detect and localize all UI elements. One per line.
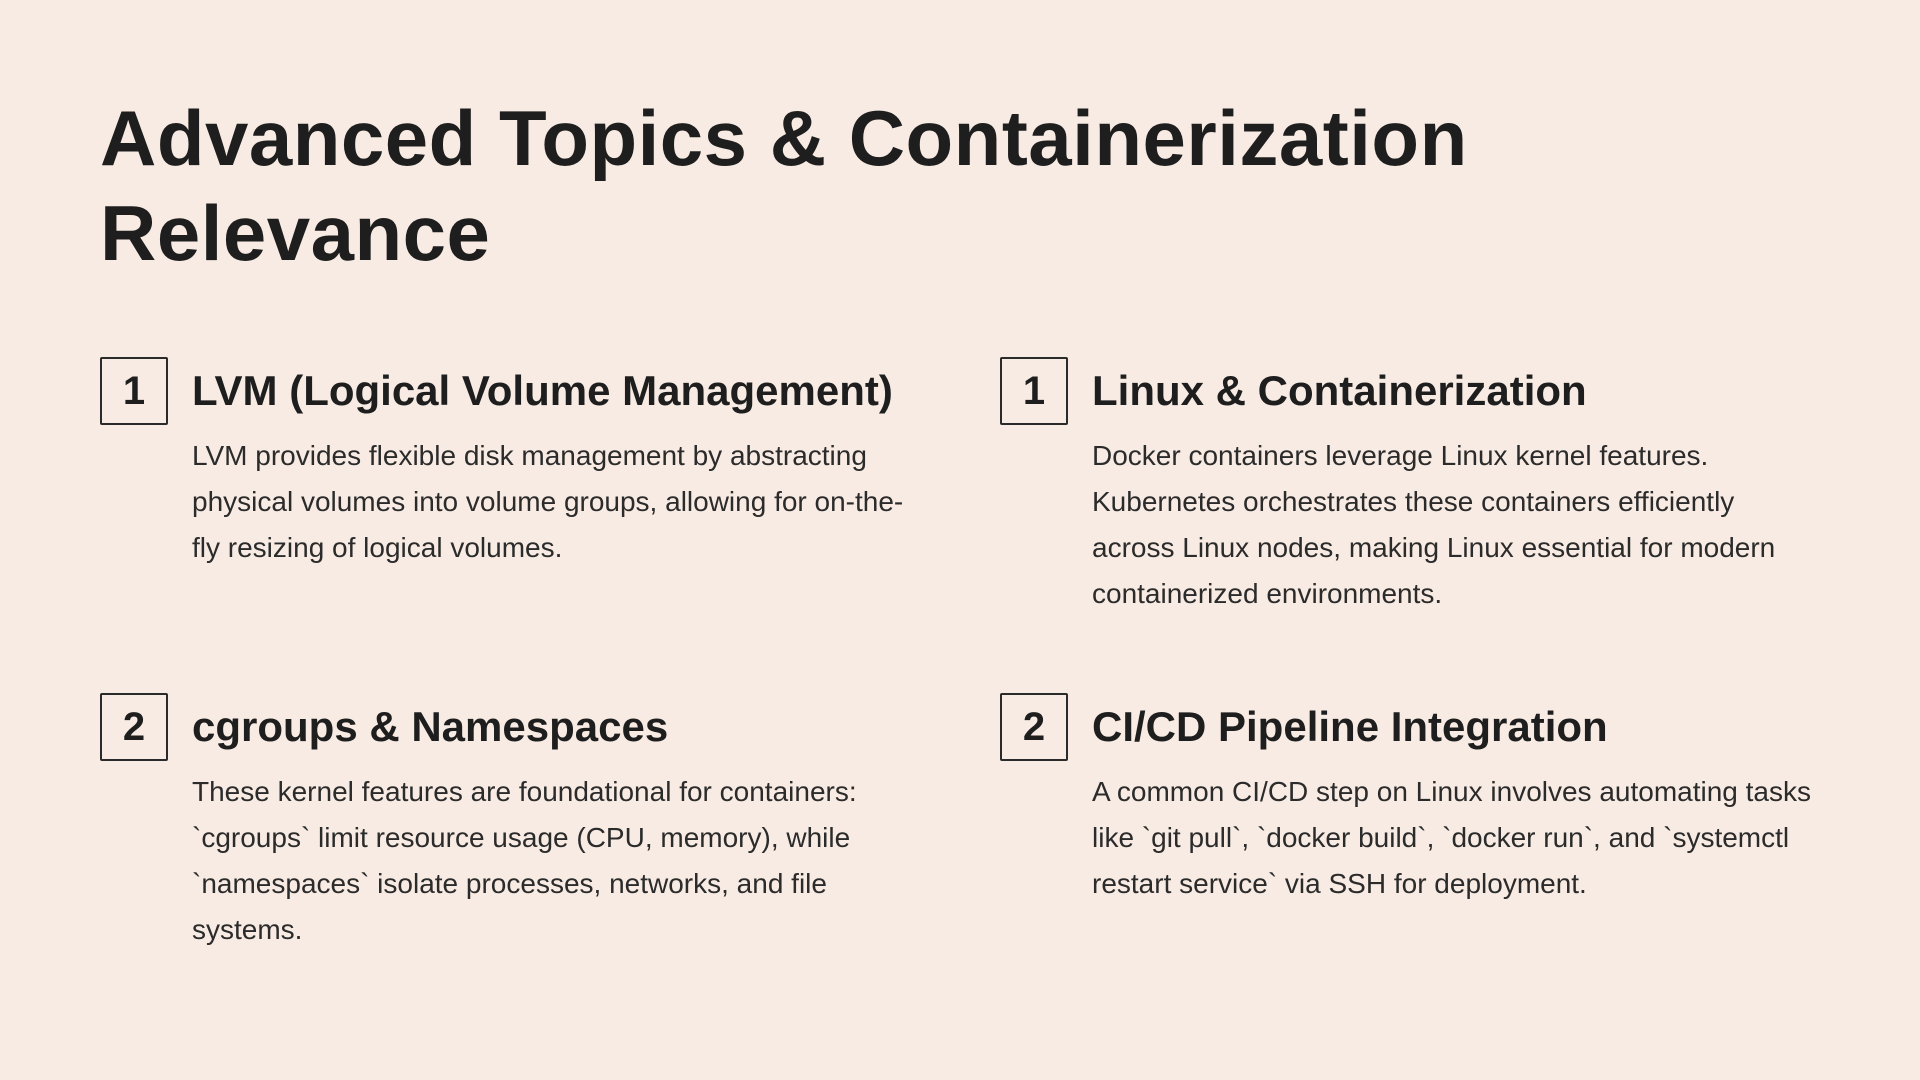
item-heading: LVM (Logical Volume Management) [192,367,893,414]
item-heading: Linux & Containerization [1092,367,1587,414]
numbered-badge: 2 [1000,693,1068,761]
topic-content [192,693,920,953]
page-title [100,91,1820,281]
topic-item-cicd-pipeline [1000,693,1820,953]
topic-content [192,357,920,571]
numbered-badge: 2 [100,693,168,761]
numbered-badge: 1 [100,357,168,425]
topic-content [1092,357,1820,617]
numbered-badge: 1 [1000,357,1068,425]
page-title-line-1: Advanced Topics & Containerization [100,94,1468,182]
topic-item-linux-containerization [1000,357,1820,617]
item-body: LVM provides flexible disk management by abstracting physical volumes into volume groups, allowing for on-the-fly resizing of logical volumes. [192,440,904,563]
item-body: These kernel features are foundational for containers: `cgroups` limit resource usage (CPU, memory), while `namespaces` isolate processes, networks, and file systems. [192,776,857,945]
item-heading: CI/CD Pipeline Integration [1092,703,1608,750]
item-body: A common CI/CD step on Linux involves automating tasks like `git pull`, `docker build`, `docker run`, and `systemctl restart service` via SSH for deployment. [1092,776,1812,899]
topic-item-lvm [100,357,920,617]
item-body: Docker containers leverage Linux kernel features. Kubernetes orchestrates these containers efficiently across Linux nodes, making Linux essential for modern containerized environments. [1092,440,1776,609]
topics-grid [100,357,1820,953]
page-title-line-2: Relevance [100,189,491,277]
item-heading: cgroups & Namespaces [192,703,669,750]
topic-content [1092,693,1820,907]
topic-item-cgroups-namespaces [100,693,920,953]
